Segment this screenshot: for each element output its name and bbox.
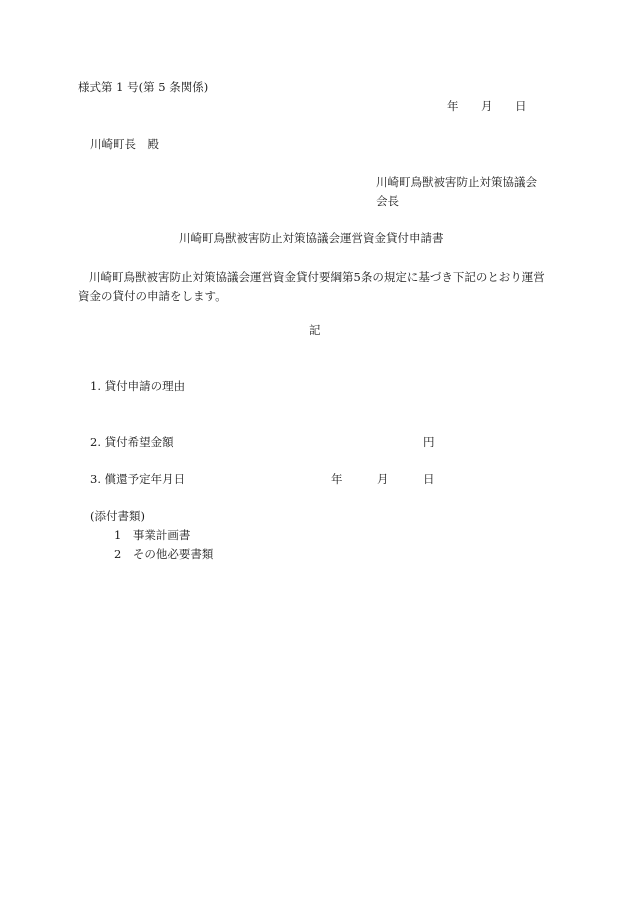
- item-1-label: 1. 貸付申請の理由: [90, 379, 186, 393]
- item-3-label: 3. 償還予定年月日: [90, 472, 186, 486]
- item-3-day: 日: [423, 472, 435, 486]
- date-month: 月: [481, 99, 493, 113]
- sender-org: 川崎町鳥獣被害防止対策協議会: [376, 175, 537, 189]
- form-number: 様式第 1 号(第 5 条関係): [78, 80, 209, 94]
- date-year: 年: [447, 99, 459, 113]
- attachments-heading: (添付書類): [90, 509, 145, 523]
- item-2-label: 2. 貸付希望金額: [90, 435, 174, 449]
- item-3-year: 年: [331, 472, 343, 486]
- document-title: 川崎町鳥獣被害防止対策協議会運営資金貸付申請書: [179, 231, 444, 245]
- sender-title: 会長: [376, 194, 399, 208]
- item-2-unit: 円: [423, 435, 435, 449]
- body-text: 川崎町鳥獣被害防止対策協議会運営資金貸付要綱第5条の規定に基づき下記のとおり運営資金の貸付の申請をします。: [78, 270, 545, 303]
- item-3-month: 月: [377, 472, 389, 486]
- attachment-item: 1 事業計画書: [114, 528, 191, 542]
- addressee: 川崎町長 殿: [90, 137, 159, 151]
- attachment-item: 2 その他必要書類: [114, 547, 214, 561]
- ki-heading: 記: [309, 323, 321, 337]
- date-day: 日: [515, 99, 527, 113]
